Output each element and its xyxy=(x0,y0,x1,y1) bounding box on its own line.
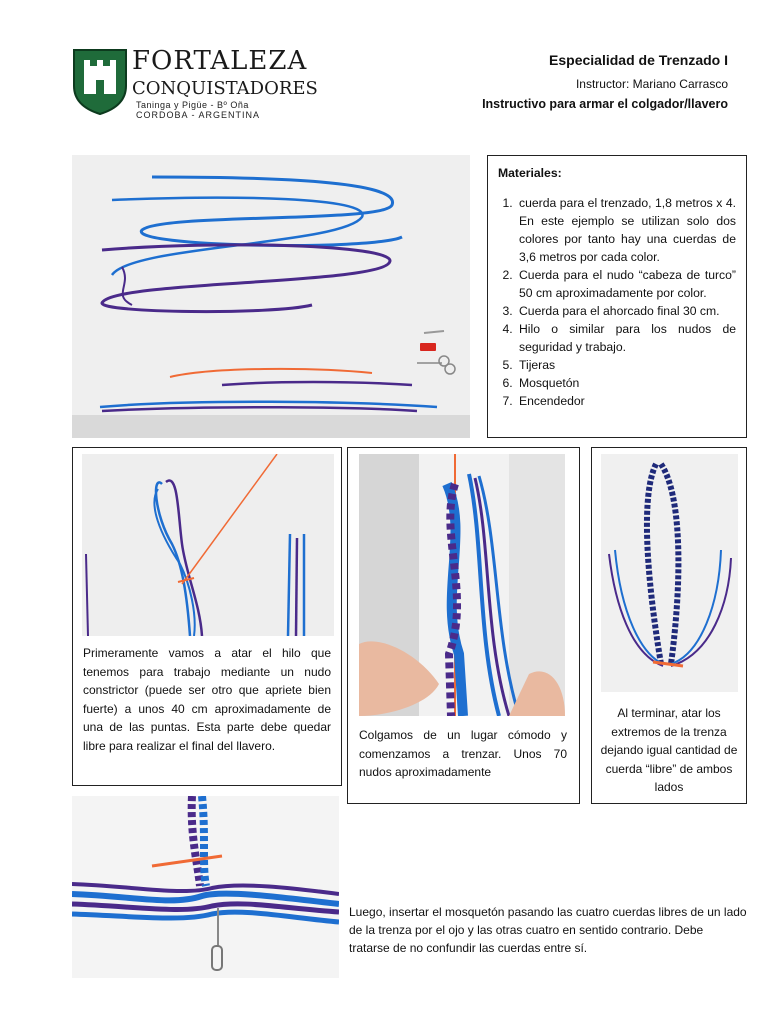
list-item: 5. Tijeras xyxy=(516,356,736,374)
list-item: 2. Cuerda para el nudo “cabeza de turco” 50 cm aproximadamente por color. xyxy=(516,266,736,302)
list-item: 7. Encendedor xyxy=(516,392,736,410)
step3-caption: Al terminar, atar los extremos de la trenza dejando igual cantidad de cuerda “libre” de ambos lados xyxy=(600,706,738,794)
page-subtitle: Instructivo para armar el colgador/llavero xyxy=(482,97,728,111)
materials-photo xyxy=(72,155,470,438)
step4-caption: Luego, insertar el mosquetón pasando las cuatro cuerdas libres de un lado de la trenza por el ojo y las otras cuatro en sentido contrario. Debe tratarse de no confundir las cuerdas entre sí. xyxy=(349,905,747,955)
logo-subtitle: CONQUISTADORES xyxy=(132,78,318,99)
step1-caption: Primeramente vamos a atar el hilo que tenemos para trabajo mediante un nudo constrictor (puede ser otro que apriete bien fuerte) a unos 40 cm aproximadamente de una de las puntas. Esta parte debe quedar libre para realizar el final del llavero. xyxy=(83,646,331,753)
materials-box xyxy=(487,155,747,438)
logo-location: CORDOBA - ARGENTINA xyxy=(136,110,261,120)
step2-panel xyxy=(347,447,580,804)
list-item: 4. Hilo o similar para los nudos de seguridad y trabajo. xyxy=(516,320,736,356)
materials-list xyxy=(498,194,736,410)
logo-tagline: Taninga y Pigüe - Bº Oña xyxy=(136,100,249,110)
list-item: 3. Cuerda para el ahorcado final 30 cm. xyxy=(516,302,736,320)
materials-title: Materiales: xyxy=(498,166,562,180)
list-item: 6. Mosquetón xyxy=(516,374,736,392)
step2-photo xyxy=(359,454,565,716)
step2-caption: Colgamos de un lugar cómodo y comenzamos a trenzar. Unos 70 nudos aproximadamente xyxy=(359,728,567,779)
step1-panel xyxy=(72,447,342,786)
page-title: Especialidad de Trenzado I xyxy=(549,52,728,68)
instructor-line: Instructor: Mariano Carrasco xyxy=(575,77,728,91)
step3-photo xyxy=(601,454,738,692)
step1-photo xyxy=(82,454,334,636)
list-item: 1. cuerda para el trenzado, 1,8 metros x 4. En este ejemplo se utilizan solo dos colores por tanto hay una cuerdas de 3,6 metros por cada color. xyxy=(516,194,736,266)
step4-photo xyxy=(72,796,339,978)
step3-panel xyxy=(591,447,747,804)
castle-shield-icon xyxy=(70,46,130,116)
logo-brand: FORTALEZA xyxy=(132,46,308,76)
